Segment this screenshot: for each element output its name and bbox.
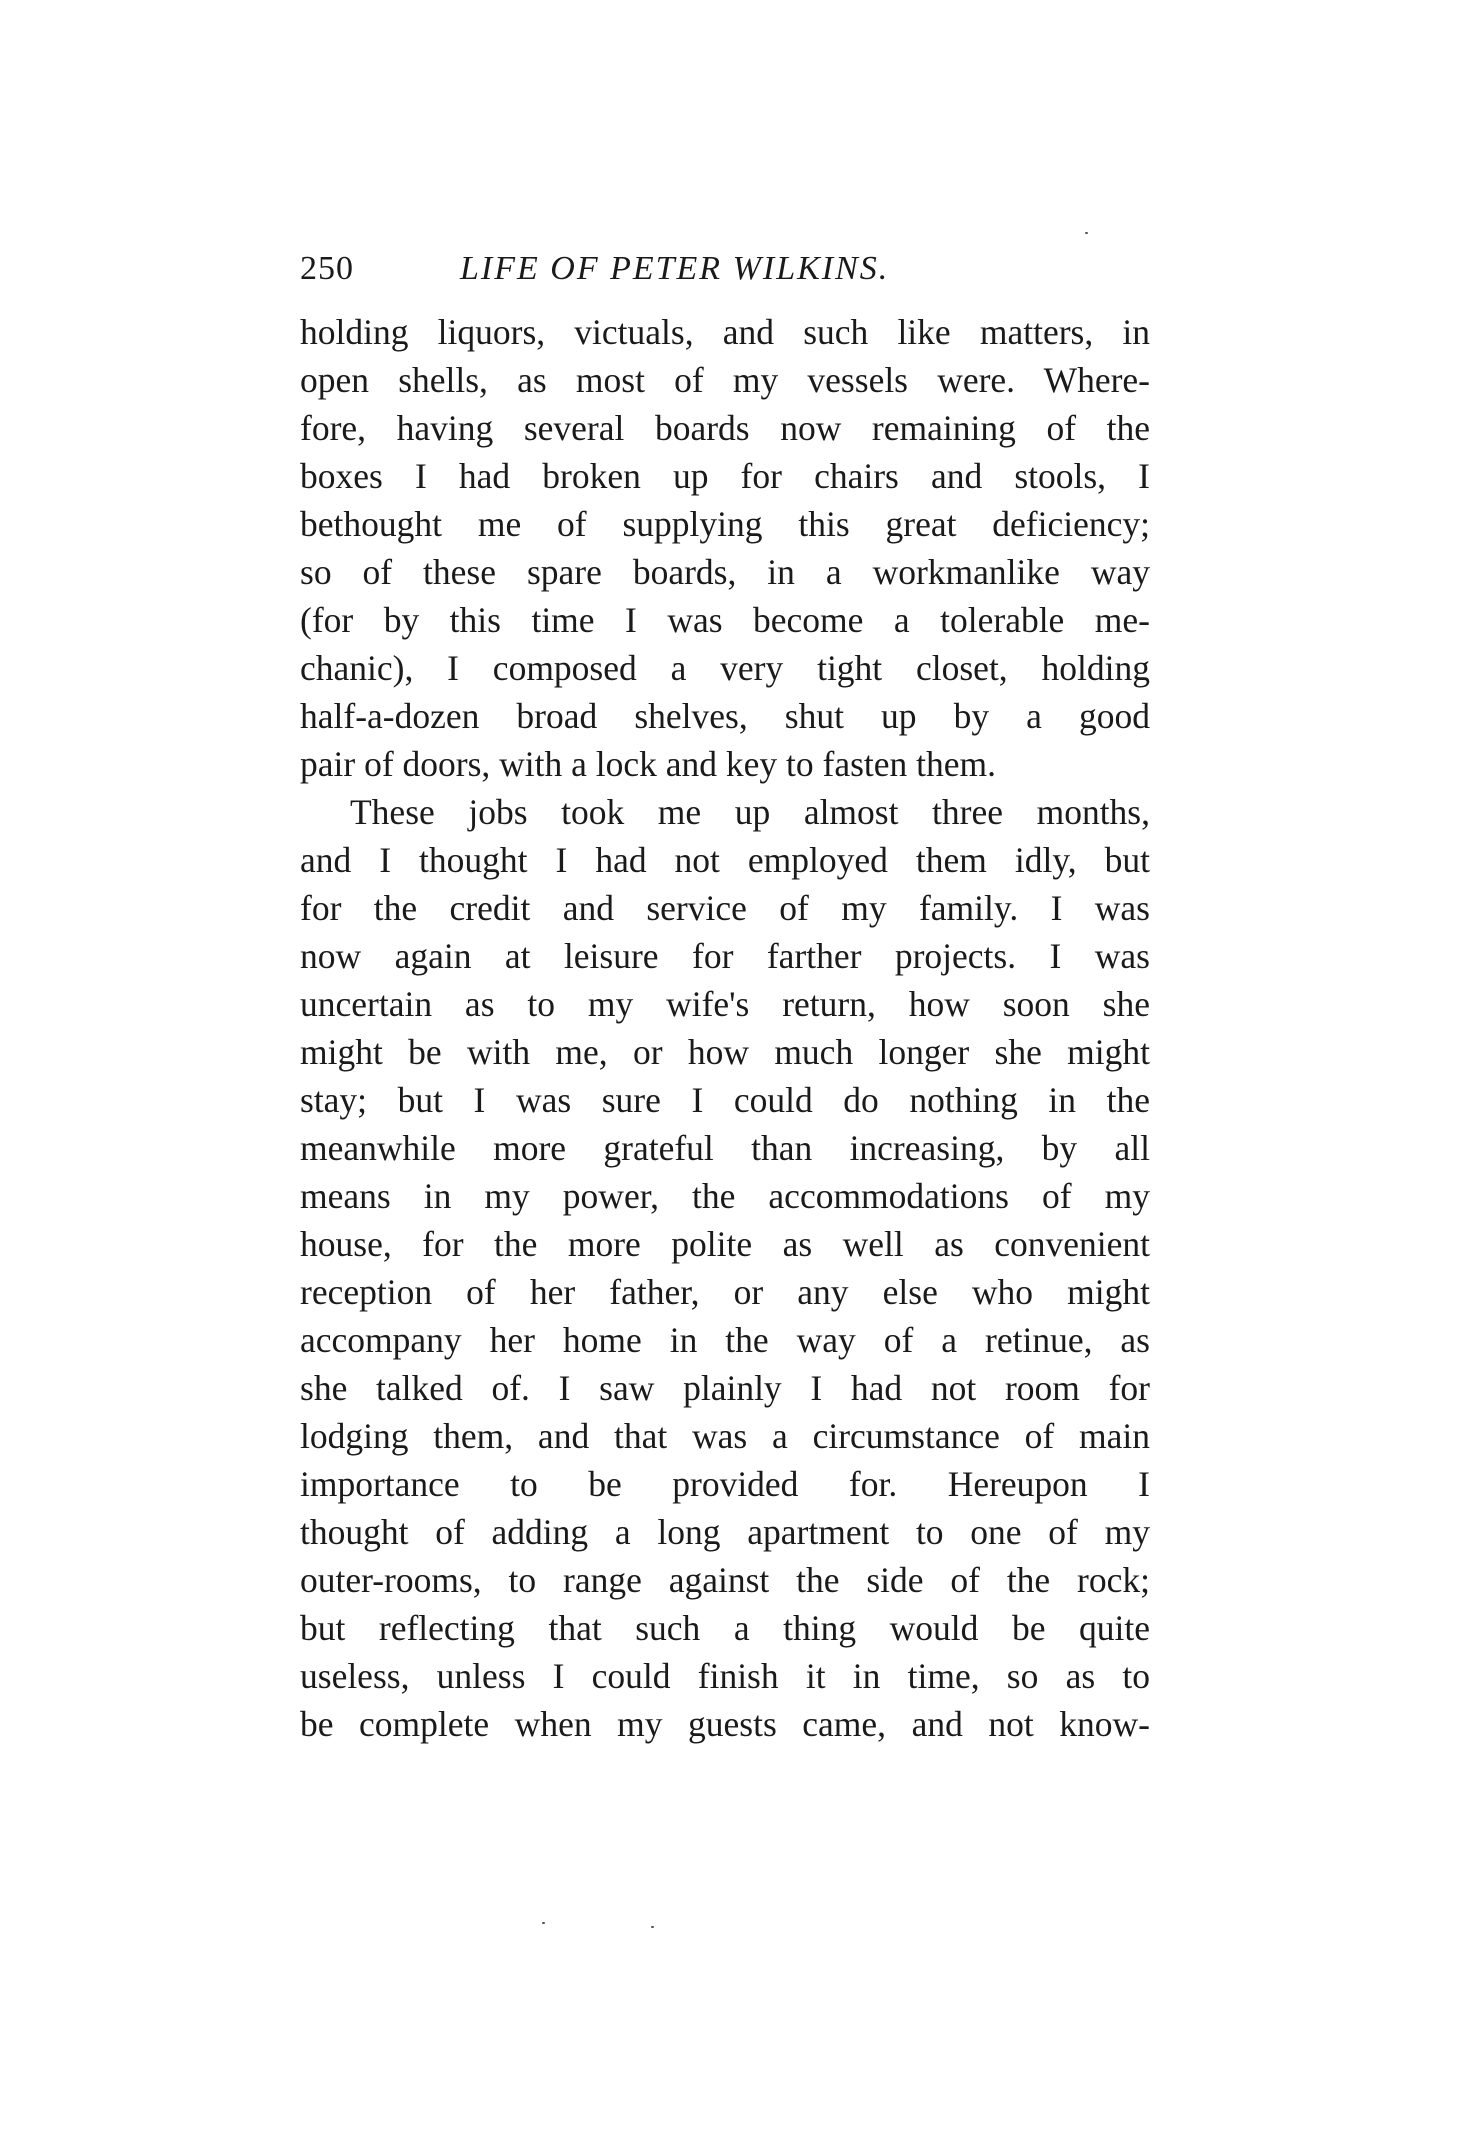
text-line: she talked of. I saw plainly I had not room for: [300, 1368, 1150, 1408]
text-line: chanic), I composed a very tight closet, holding: [300, 648, 1150, 688]
text-line: means in my power, the accommodations of my: [300, 1176, 1150, 1216]
print-speck: [651, 1926, 654, 1928]
text-line: outer-rooms, to range against the side of the rock;: [300, 1560, 1150, 1600]
print-speck: [1085, 232, 1088, 234]
text-line: house, for the more polite as well as convenient: [300, 1224, 1150, 1264]
text-line: bethought me of supplying this great deficiency;: [300, 504, 1150, 544]
text-line: fore, having several boards now remaining of the: [300, 408, 1150, 448]
text-line: boxes I had broken up for chairs and stools, I: [300, 456, 1150, 496]
text-line: now again at leisure for farther projects. I was: [300, 936, 1150, 976]
text-line: be complete when my guests came, and not know-: [300, 1704, 1150, 1744]
text-line: so of these spare boards, in a workmanlike way: [300, 552, 1150, 592]
text-line: and I thought I had not employed them idly, but: [300, 840, 1150, 880]
paragraph-1: [300, 308, 1150, 788]
text-line: lodging them, and that was a circumstance of main: [300, 1416, 1150, 1456]
text-line: for the credit and service of my family. I was: [300, 888, 1150, 928]
text-line: accompany her home in the way of a retinue, as: [300, 1320, 1150, 1360]
text-line: useless, unless I could finish it in time, so as to: [300, 1656, 1150, 1696]
text-line: importance to be provided for. Hereupon I: [300, 1464, 1150, 1504]
text-line: but reflecting that such a thing would be quite: [300, 1608, 1150, 1648]
text-line: reception of her father, or any else who might: [300, 1272, 1150, 1312]
page-header: [300, 250, 1180, 300]
running-title: LIFE OF PETER WILKINS.: [460, 250, 890, 287]
page-number: 250: [300, 250, 354, 287]
text-line: stay; but I was sure I could do nothing in the: [300, 1080, 1150, 1120]
text-line: uncertain as to my wife's return, how soon she: [300, 984, 1150, 1024]
text-line: half-a-dozen broad shelves, shut up by a good: [300, 696, 1150, 736]
print-speck: [542, 1922, 545, 1924]
text-line: might be with me, or how much longer she might: [300, 1032, 1150, 1072]
paragraph-2: [300, 788, 1150, 1748]
text-line: (for by this time I was become a tolerable me-: [300, 600, 1150, 640]
text-line: meanwhile more grateful than increasing, by all: [300, 1128, 1150, 1168]
text-line: holding liquors, victuals, and such like matters, in: [300, 312, 1150, 352]
body-text: [300, 308, 1150, 1748]
text-line: open shells, as most of my vessels were. Where-: [300, 360, 1150, 400]
text-line: thought of adding a long apartment to one of my: [300, 1512, 1150, 1552]
text-line: pair of doors, with a lock and key to fasten them.: [300, 744, 997, 784]
text-line: These jobs took me up almost three months,: [350, 792, 1150, 832]
